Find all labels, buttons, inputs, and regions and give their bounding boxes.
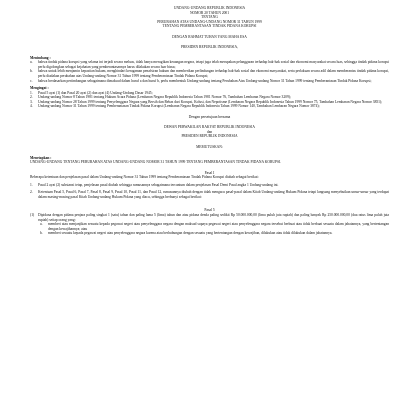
- law-number: NOMOR 20 TAHUN 2001: [189, 10, 230, 15]
- menimbang-item: [30, 69, 389, 78]
- item-text: Ketentuan Pasal 5, Pasal 6, Pasal 7, Pasal 8, Pasal 9, Pasal 10, Pasal 11, dan Pasal 12, rumusannya diubah dengan tidak mengacu pasal-pasal dalam Kitab Undang-undang Hukum Pidana tetapi langsung menyebutkan unsur-unsur yang terdapat dalam masing-masing pasal Kitab Undang-undang Hukum Pidana yang diacu, sehingga berbunyi sebagai berikut:: [38, 190, 389, 199]
- menetapkan-text: UNDANG-UNDANG TENTANG PERUBAHAN ATAS UNDANG-UNDANG NOMOR 31 TAHUN 1999 TENTANG PEMBERANTASAN TINDAK PIDANA KORUPSI.: [30, 160, 282, 165]
- mengingat-item: [30, 104, 389, 109]
- item-marker: 2.: [30, 190, 33, 195]
- menimbang-item: [30, 60, 389, 69]
- item-text: Undang-undang Nomor 8 Tahun 1981 tentang Hukum Acara Pidana (Lembaran Negara Republik Indonesia Tahun 1981 Nomor 76, Tambahan Lembaran Negara Nomor 3209);: [38, 95, 291, 100]
- item-marker: 2.: [30, 95, 33, 100]
- pasal-5-subitem: [30, 231, 389, 236]
- law-about: TENTANG: [201, 15, 218, 20]
- subitem-marker: b.: [40, 231, 43, 236]
- pasal-5-item: [30, 213, 389, 222]
- menimbang-item: [30, 79, 389, 84]
- item-text: bahwa berdasarkan pertimbangan sebagaimana dimaksud dalam huruf a dan huruf b, perlu membentuk Undang-undang tentang Perubahan Atas Undang-undang Nomor 31 Tahun 1999 tentang Pemberantasan Tindak Pidana Korupsi;: [38, 78, 372, 83]
- subitem-text: memberi sesuatu kepada pegawai negeri atau penyelenggara negara karena atau berhubungan dengan sesuatu yang bertentangan dengan kewajiban, dilakukan atau tidak dilakukan dalam jabatannya.: [48, 231, 333, 236]
- menimbang-heading: Menimbang :: [30, 55, 51, 60]
- law-title: UNDANG-UNDANG REPUBLIK INDONESIA: [173, 6, 246, 10]
- dpr-line: DEWAN PERWAKILAN RAKYAT REPUBLIK INDONESIA: [164, 125, 255, 130]
- item-marker: 1.: [30, 182, 33, 187]
- subitem-text: memberi atau menjanjikan sesuatu kepada pegawai negeri atau penyelenggara negara dengan maksud supaya pegawai negeri atau penyelenggara negara tersebut berbuat atau tidak berbuat sesuatu dalam jabatannya, yang bertentangan dengan kewajibannya; atau: [48, 222, 389, 231]
- pasal-5-subitem: [30, 222, 389, 231]
- pasal-1-title: Pasal I: [204, 170, 215, 175]
- subitem-marker: a.: [40, 222, 43, 227]
- agreement-line: Dengan persetujuan bersama: [188, 114, 231, 119]
- decision-line: MEMUTUSKAN:: [196, 145, 223, 150]
- pasal-1-item: [30, 190, 389, 199]
- law-subject-1: PERUBAHAN ATAS UNDANG-UNDANG NOMOR 31 TAHUN 1999: [157, 19, 262, 24]
- item-text: Pasal 2 ayat (2) substansi tetap, penjelasan pasal diubah sehingga rumusannya sebagaimana tercantum dalam penjelasan Pasal Demi Pasal angka 1 Undang-undang ini.: [38, 182, 279, 187]
- item-text: Undang-undang Nomor 31 Tahun 1999 tentang Pemberantasan Tindak Pidana Korupsi (Lembaran Negara Republik Indonesia Tahun 1999 Nomor 140, Tambahan Lembaran Negara Nomor 3874);: [38, 104, 320, 109]
- item-marker: 1.: [30, 90, 33, 95]
- item-text: bahwa tindak pidana korupsi yang selama ini terjadi secara meluas, tidak hanya merugikan keuangan negara, tetapi juga telah merupakan pelanggaran terhadap hak-hak sosial dan ekonomi masyarakat secara luas, sehingga tindak pidana korupsi perlu digolongkan sebagai kejahatan yang pemberantasannya harus dilakukan secara luar biasa;: [38, 60, 389, 69]
- law-subject-2: TENTANG PEMBERANTASAN TINDAK PIDANA KORUPSI: [162, 24, 257, 29]
- pasal-1-intro: Beberapa ketentuan dan penjelasan pasal dalam Undang-undang Nomor 31 Tahun 1999 tentang Pemberantasan Tindak Pidana Korupsi diubah sebagai berikut:: [30, 175, 259, 180]
- president-line-2: PRESIDEN REPUBLIK INDONESIA: [181, 134, 238, 139]
- item-marker: c.: [30, 78, 33, 83]
- grace-line: DENGAN RAHMAT TUHAN YANG MAHA ESA: [172, 34, 247, 39]
- menetapkan-heading: Menetapkan :: [30, 155, 52, 160]
- item-marker: 4.: [30, 104, 33, 109]
- and-line: dan: [206, 129, 213, 134]
- mengingat-heading: Mengingat :: [30, 86, 49, 91]
- item-text: bahwa untuk lebih menjamin kepastian hukum, menghindari keragaman penafsiran hukum dan memberikan perlindungan terhadap hak-hak sosial dan ekonomi masyarakat, serta perlakuan secara adil dalam memberantas tindak pidana korupsi, perlu diadakan perubahan atas Undang-undang Nomor 31 Tahun 1999 tentang Pemberantasan Tindak Pidana Korupsi;: [38, 69, 389, 79]
- item-marker: a.: [30, 60, 33, 65]
- pasal-1-item: [30, 183, 389, 188]
- item-marker: b.: [30, 69, 33, 74]
- item-text: Pasal 5 ayat (1) dan Pasal 20 ayat (2) dan ayat (4) Undang-Undang Dasar 1945;: [38, 90, 153, 95]
- president-line: PRESIDEN REPUBLIK INDONESIA,: [180, 45, 238, 50]
- item-marker: 3.: [30, 99, 33, 104]
- item-marker: (1): [30, 212, 35, 217]
- item-text: Dipidana dengan pidana penjara paling singkat 1 (satu) tahun dan paling lama 5 (lima) tahun dan atau pidana denda paling sedikit Rp 50.000.000,00 (lima puluh juta rupiah) dan paling banyak Rp 250.000.000,00 (dua ratus lima puluh juta rupiah) setiap orang yang:: [38, 212, 389, 222]
- pasal-5-title: Pasal 5: [204, 208, 215, 213]
- item-text: Undang-undang Nomor 28 Tahun 1999 tentang Penyelenggara Negara yang Bersih dan Bebas dari Korupsi, Kolusi, dan Nepotisme (Lembaran Negara Republik Indonesia Tahun 1999 Nomor 75, Tambahan Lembaran Negara Nomor 3851);: [38, 99, 383, 104]
